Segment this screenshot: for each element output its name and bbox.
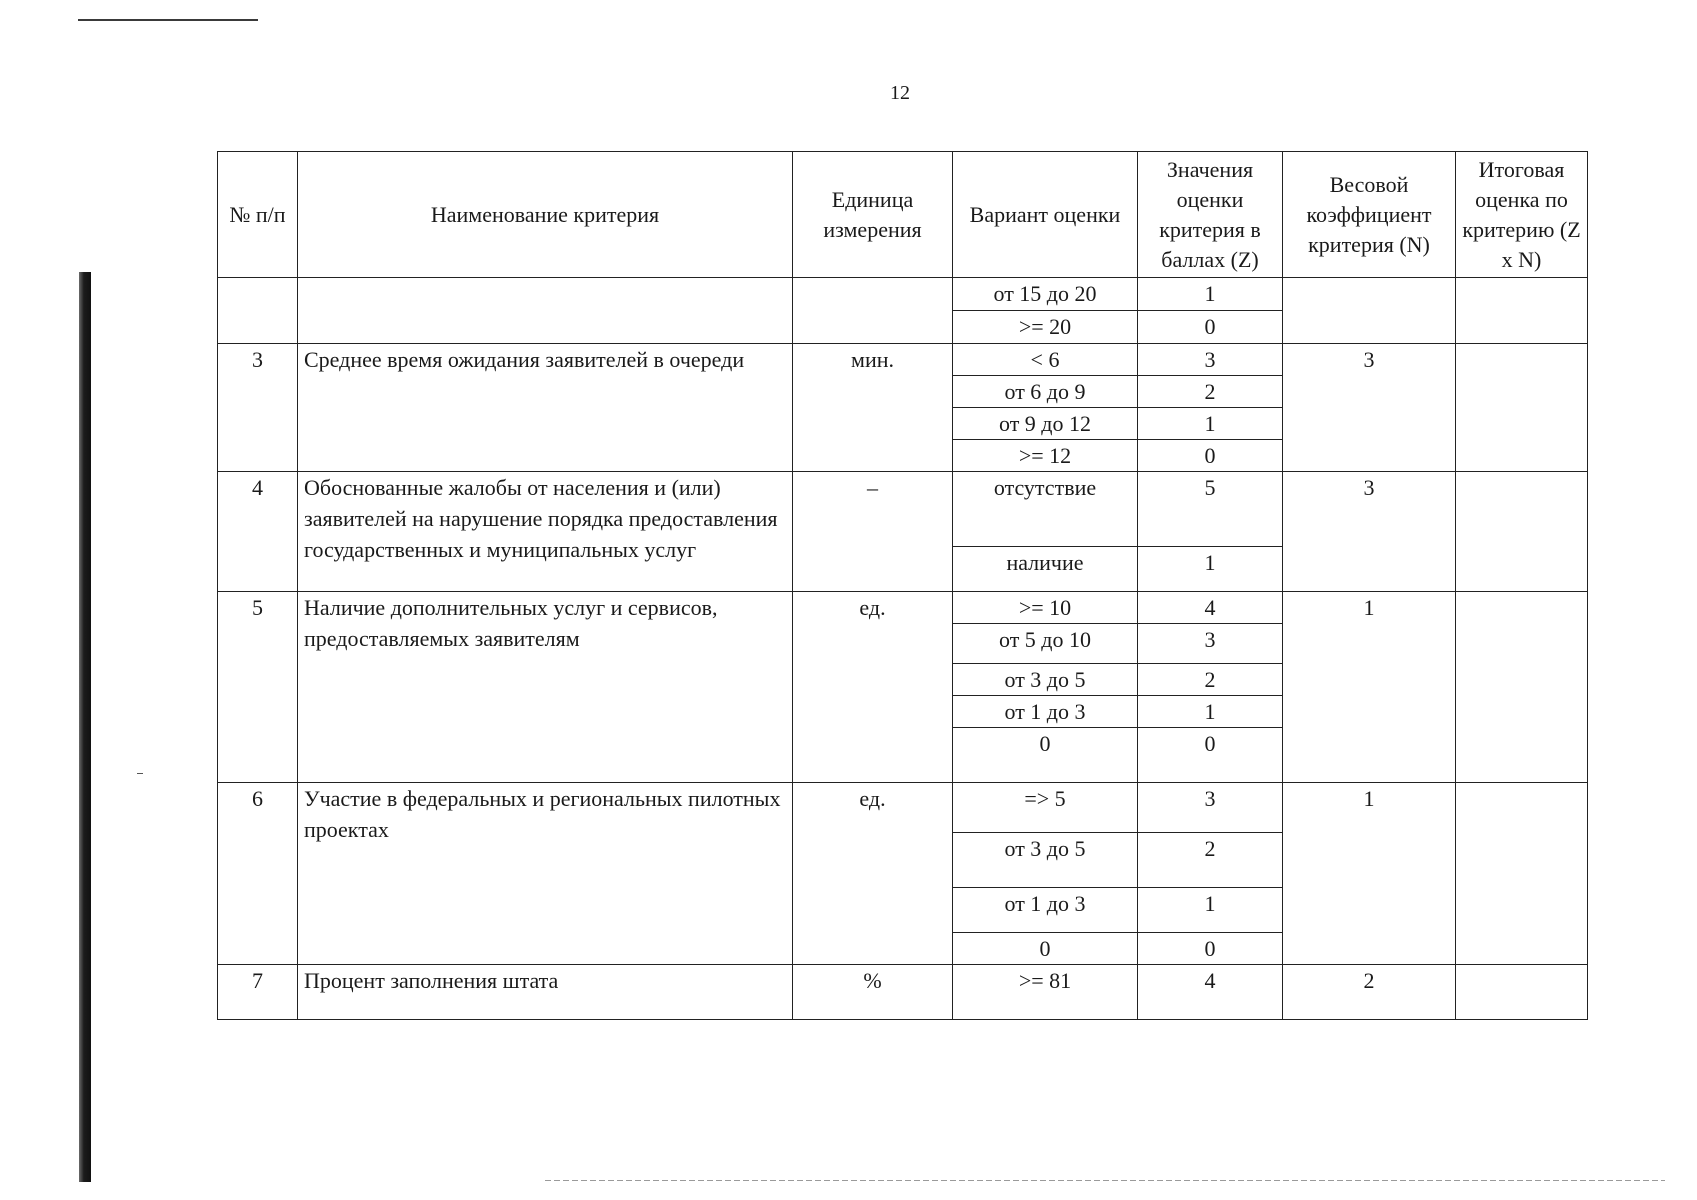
cell-name: Участие в федеральных и региональных пилотных проектах — [298, 783, 793, 965]
cell-unit: – — [793, 472, 953, 592]
table-row — [218, 783, 1588, 833]
cell-variant: от 1 до 3 — [953, 696, 1138, 728]
cell-score: 3 — [1138, 783, 1283, 833]
cell-score: 4 — [1138, 592, 1283, 624]
cell-score: 3 — [1138, 624, 1283, 664]
cell-weight: 1 — [1283, 592, 1456, 783]
cell-unit: ед. — [793, 783, 953, 965]
cell-total — [1456, 472, 1588, 592]
cell-score: 2 — [1138, 664, 1283, 696]
cell-num: 7 — [218, 965, 298, 1020]
cell-num — [218, 278, 298, 344]
cell-score: 0 — [1138, 728, 1283, 783]
cell-variant: < 6 — [953, 344, 1138, 376]
cell-weight: 1 — [1283, 783, 1456, 965]
cell-name: Среднее время ожидания заявителей в очереди — [298, 344, 793, 472]
cell-weight: 3 — [1283, 472, 1456, 592]
criteria-table — [217, 151, 1588, 1020]
cell-variant: >= 10 — [953, 592, 1138, 624]
header-variant: Вариант оценки — [953, 152, 1138, 278]
cell-score: 0 — [1138, 440, 1283, 472]
cell-score: 2 — [1138, 833, 1283, 888]
cell-variant: от 15 до 20 — [953, 278, 1138, 311]
cell-total — [1456, 278, 1588, 344]
cell-weight: 2 — [1283, 965, 1456, 1020]
cell-total — [1456, 592, 1588, 783]
cell-score: 4 — [1138, 965, 1283, 1020]
cell-unit: ед. — [793, 592, 953, 783]
cell-variant: от 6 до 9 — [953, 376, 1138, 408]
cell-score: 5 — [1138, 472, 1283, 547]
cell-weight — [1283, 278, 1456, 344]
header-weight: Весовой коэффициент критерия (N) — [1283, 152, 1456, 278]
cell-weight: 3 — [1283, 344, 1456, 472]
cell-score: 1 — [1138, 547, 1283, 592]
cell-name — [298, 278, 793, 344]
header-name: Наименование критерия — [298, 152, 793, 278]
cell-name: Обоснованные жалобы от населения и (или) заявителей на нарушение порядка предоставления государственных и муниципальных услуг — [298, 472, 793, 592]
cell-variant: наличие — [953, 547, 1138, 592]
cell-unit: % — [793, 965, 953, 1020]
cell-score: 0 — [1138, 933, 1283, 965]
cell-name: Процент заполнения штата — [298, 965, 793, 1020]
cell-unit: мин. — [793, 344, 953, 472]
cell-variant: от 5 до 10 — [953, 624, 1138, 664]
table-row — [218, 278, 1588, 311]
cell-variant: => 5 — [953, 783, 1138, 833]
cell-num: 4 — [218, 472, 298, 592]
cell-name: Наличие дополнительных услуг и сервисов, предоставляемых заявителям — [298, 592, 793, 783]
cell-variant: от 1 до 3 — [953, 888, 1138, 933]
scan-artifact-speck — [137, 773, 143, 774]
scan-artifact-bottom-line — [545, 1180, 1665, 1181]
header-row — [218, 152, 1588, 278]
cell-variant: >= 12 — [953, 440, 1138, 472]
cell-variant: >= 81 — [953, 965, 1138, 1020]
cell-score: 1 — [1138, 408, 1283, 440]
scan-artifact-top-line — [78, 19, 258, 21]
cell-num: 6 — [218, 783, 298, 965]
cell-variant: >= 20 — [953, 311, 1138, 344]
cell-score: 1 — [1138, 696, 1283, 728]
cell-total — [1456, 344, 1588, 472]
cell-variant: от 3 до 5 — [953, 833, 1138, 888]
table-row — [218, 344, 1588, 376]
cell-variant: от 3 до 5 — [953, 664, 1138, 696]
cell-variant: от 9 до 12 — [953, 408, 1138, 440]
cell-variant: 0 — [953, 728, 1138, 783]
cell-score: 2 — [1138, 376, 1283, 408]
scan-artifact-left-bar — [79, 272, 91, 1182]
cell-score: 0 — [1138, 311, 1283, 344]
cell-variant: отсутствие — [953, 472, 1138, 547]
cell-unit — [793, 278, 953, 344]
page-number: 12 — [890, 82, 910, 104]
header-total: Итоговая оценка по критерию (Z x N) — [1456, 152, 1588, 278]
cell-score: 3 — [1138, 344, 1283, 376]
cell-total — [1456, 783, 1588, 965]
cell-num: 5 — [218, 592, 298, 783]
cell-score: 1 — [1138, 278, 1283, 311]
table-row — [218, 592, 1588, 624]
table-row — [218, 965, 1588, 1020]
header-score: Значения оценки критерия в баллах (Z) — [1138, 152, 1283, 278]
header-num: № п/п — [218, 152, 298, 278]
cell-num: 3 — [218, 344, 298, 472]
header-unit: Единица измерения — [793, 152, 953, 278]
table-row — [218, 472, 1588, 547]
cell-score: 1 — [1138, 888, 1283, 933]
cell-total — [1456, 965, 1588, 1020]
cell-variant: 0 — [953, 933, 1138, 965]
